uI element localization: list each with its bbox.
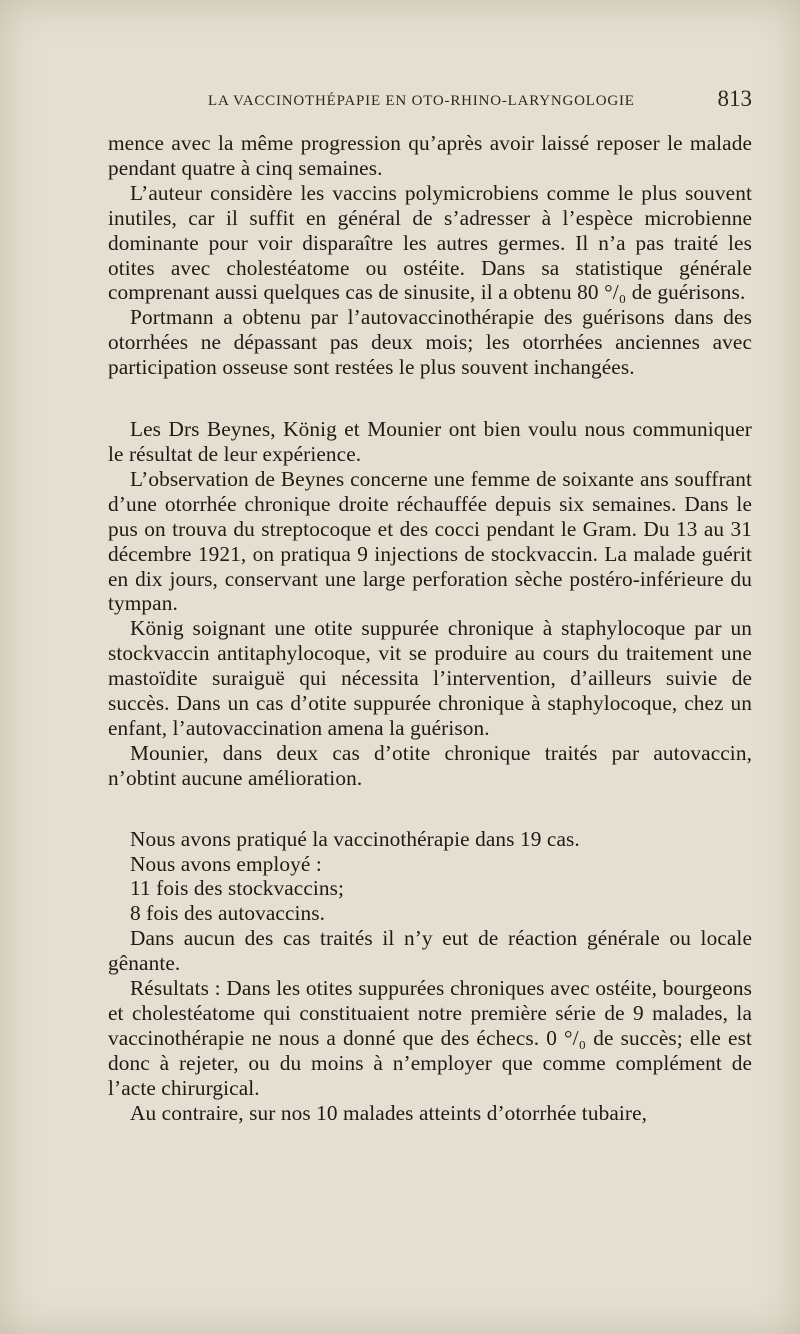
paragraph: Au contraire, sur nos 10 malades atteints d’otorrhée tubaire, (130, 1100, 648, 1125)
paragraph: mence avec la même progression qu’après avoir laissé reposer le malade pendant quatre à cinq semaines. (108, 131, 752, 180)
paragraph: L’observation de Beynes concerne une femme de soixante ans souffrant d’une otorrhée chronique droite réchauffée depuis six semaines. Dans le pus on trouva du streptocoque et des cocci pendant le Gram. Du 13 au 31 décembre 1921, on pratiqua 9 injections de stockvaccin. La malade guérit en dix jours, conservant une large perforation sèche postéro-inférieure du tympan. (108, 466, 752, 616)
paragraph: Les Drs Beynes, König et Mounier ont bien voulu nous communiquer le résultat de leur expérience. (108, 417, 752, 466)
paragraph: Dans aucun des cas traités il n’y eut de réaction générale ou locale gênante. (108, 926, 752, 976)
paragraph: König soignant une otite suppurée chronique à staphylocoque par un stockvaccin antitaphylocoque, vit se produire au cours du traitement une mastoïdite suraiguë qui nécessita l’intervention, d’ailleurs suivie de succès. Dans un cas d’otite suppurée chronique à staphylocoque, chez un enfant, l’autovaccination amena la guérison. (108, 616, 752, 740)
paragraph: L’auteur considère les vaccins polymicrobiens comme le plus souvent inutiles, car il suffit en général de s’adresser à l’espèce microbienne dominante pour voir disparaître les autres germes. Il n’a pas traité les otites avec cholestéatome ou ostéite. Dans sa statistique générale comprenant aussi quelques cas de sinusite, il a obtenu 80 °/₀ de guérisons. (108, 180, 752, 305)
paragraph: Portmann a obtenu par l’autovaccinothérapie des guérisons dans des otorrhées ne dépassant pas deux mois; les otorrhées anciennes avec participation osseuse sont restées le plus souvent inchangées. (108, 305, 752, 380)
paragraph: Nous avons pratiqué la vaccinothérapie dans 19 cas. (130, 826, 580, 851)
running-title: LA VACCINOTHÉPAPIE EN OTO-RHINO-LARYNGOLOGIE (208, 93, 635, 109)
page-number: 813 (717, 86, 752, 111)
paragraph: Nous avons employé : (130, 851, 322, 876)
paragraph: Résultats : Dans les otites suppurées chroniques avec ostéite, bourgeons et cholestéatome qui constituaient notre première série de 9 malades, la vaccinothérapie ne nous a donné que des échecs. 0 °/₀ de succès; elle est donc à rejeter, ou du moins à n’employer que comme complément de l’acte chirurgical. (108, 976, 752, 1100)
section-gap (108, 791, 752, 827)
body-text (108, 131, 752, 1126)
running-header (108, 86, 752, 116)
section-gap (108, 380, 752, 417)
list-item: 11 fois des stockvaccins; (130, 876, 345, 901)
paragraph: Mounier, dans deux cas d’otite chronique traités par autovaccin, n’obtint aucune amélioration. (108, 740, 752, 790)
list-item: 8 fois des autovaccins. (130, 901, 326, 926)
